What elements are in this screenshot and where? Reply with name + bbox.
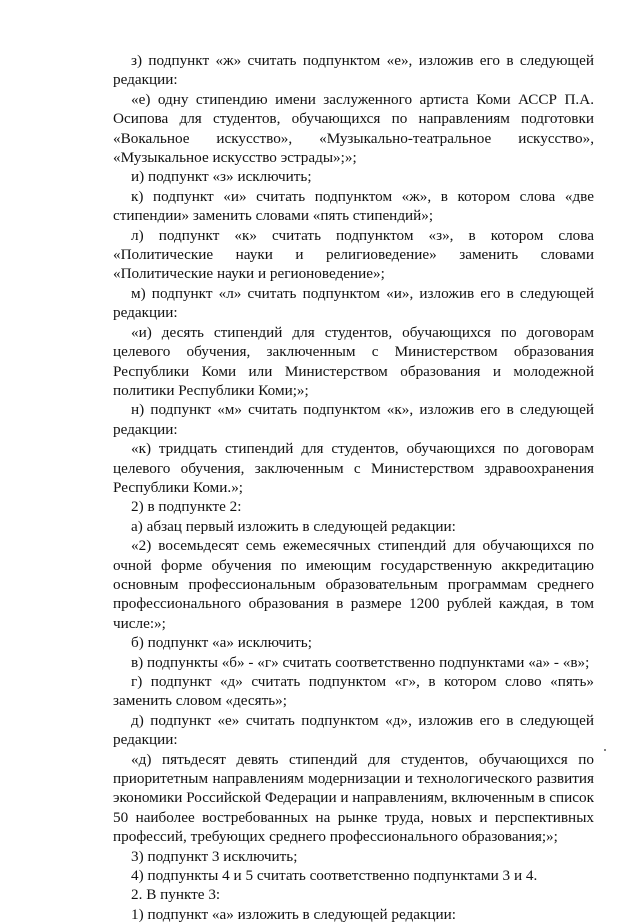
paragraph-k: к) подпункт «и» считать подпунктом «ж», в котором слова «две стипендии» заменить словами «пять стипендий»;	[113, 187, 594, 225]
paragraph-l: л) подпункт «к» считать подпунктом «з», в котором слова «Политические науки и религиоведение» заменить словами «Политические науки и регионоведение»;	[113, 226, 594, 283]
paragraph-m: м) подпункт «л» считать подпунктом «и», изложив его в следующей редакции:	[113, 284, 594, 322]
paragraph-quote-i: «и) десять стипендий для студентов, обучающихся по договорам целевого обучения, заключенным с Министерством образования Республики Коми или Министерством образования и молодежной политики Республики Коми;»;	[113, 323, 594, 399]
paragraph-subpoint-3: 3) подпункт 3 исключить;	[131, 847, 298, 865]
paragraph-quote-k: «к) тридцать стипендий для студентов, обучающихся по договорам целевого обучения, заключенным с Министерством здравоохранения Республики Коми.»;	[113, 440, 594, 496]
paragraph-subpoint-1: 1) подпункт «а» изложить в следующей редакции:	[131, 905, 456, 923]
paragraph-quote-e: «е) одну стипендию имени заслуженного артиста Коми АССР П.А. Осипова для студентов, обучающихся по направлениям подготовки «Вокальное искусство», «Музыкально-театральное искусство», «Музыкальное искусство эстрады»;»;	[113, 90, 594, 167]
paragraph-b: б) подпункт «а» исключить;	[131, 634, 312, 652]
paragraph-g: г) подпункт «д» считать подпунктом «г», в котором слово «пять» заменить словом «десять»;	[113, 673, 594, 710]
paragraph-z: з) подпункт «ж» считать подпунктом «е», изложив его в следующей редакции:	[113, 52, 594, 89]
paragraph-subpoint-2: 2) в подпункте 2:	[131, 498, 242, 516]
paragraph-point-3: 2. В пункте 3:	[131, 886, 221, 904]
paragraph-i: и) подпункт «з» исключить;	[131, 168, 312, 186]
paragraph-n: н) подпункт «м» считать подпунктом «к», изложив его в следующей редакции:	[113, 401, 594, 438]
paragraph-d: д) подпункт «е» считать подпунктом «д», изложив его в следующей редакции:	[113, 711, 594, 749]
paragraph-v: в) подпункты «б» - «г» считать соответственно подпунктами «а» - «в»;	[131, 653, 590, 671]
paragraph-quote-d: «д) пятьдесят девять стипендий для студентов, обучающихся по приоритетным направлениям модернизации и технологического развития экономики Российской Федерации и направлениям, включенным в список 50 наиболее востребованных на рынке труда, новых и перспективных профессий, требующих среднего профессионального образования;»;	[113, 750, 594, 846]
paragraph-quote-2: «2) восемьдесят семь ежемесячных стипендий для обучающихся по очной форме обучения по имеющим государственную аккредитацию основным профессиональным образовательным программам среднего профессионального образования в размере 1200 рублей каждая, в том числе:»;	[113, 537, 594, 632]
paragraph-a: а) абзац первый изложить в следующей редакции:	[131, 517, 456, 535]
scan-speck	[604, 749, 606, 751]
paragraph-subpoint-4: 4) подпункты 4 и 5 считать соответственно подпунктами 3 и 4.	[131, 867, 538, 885]
